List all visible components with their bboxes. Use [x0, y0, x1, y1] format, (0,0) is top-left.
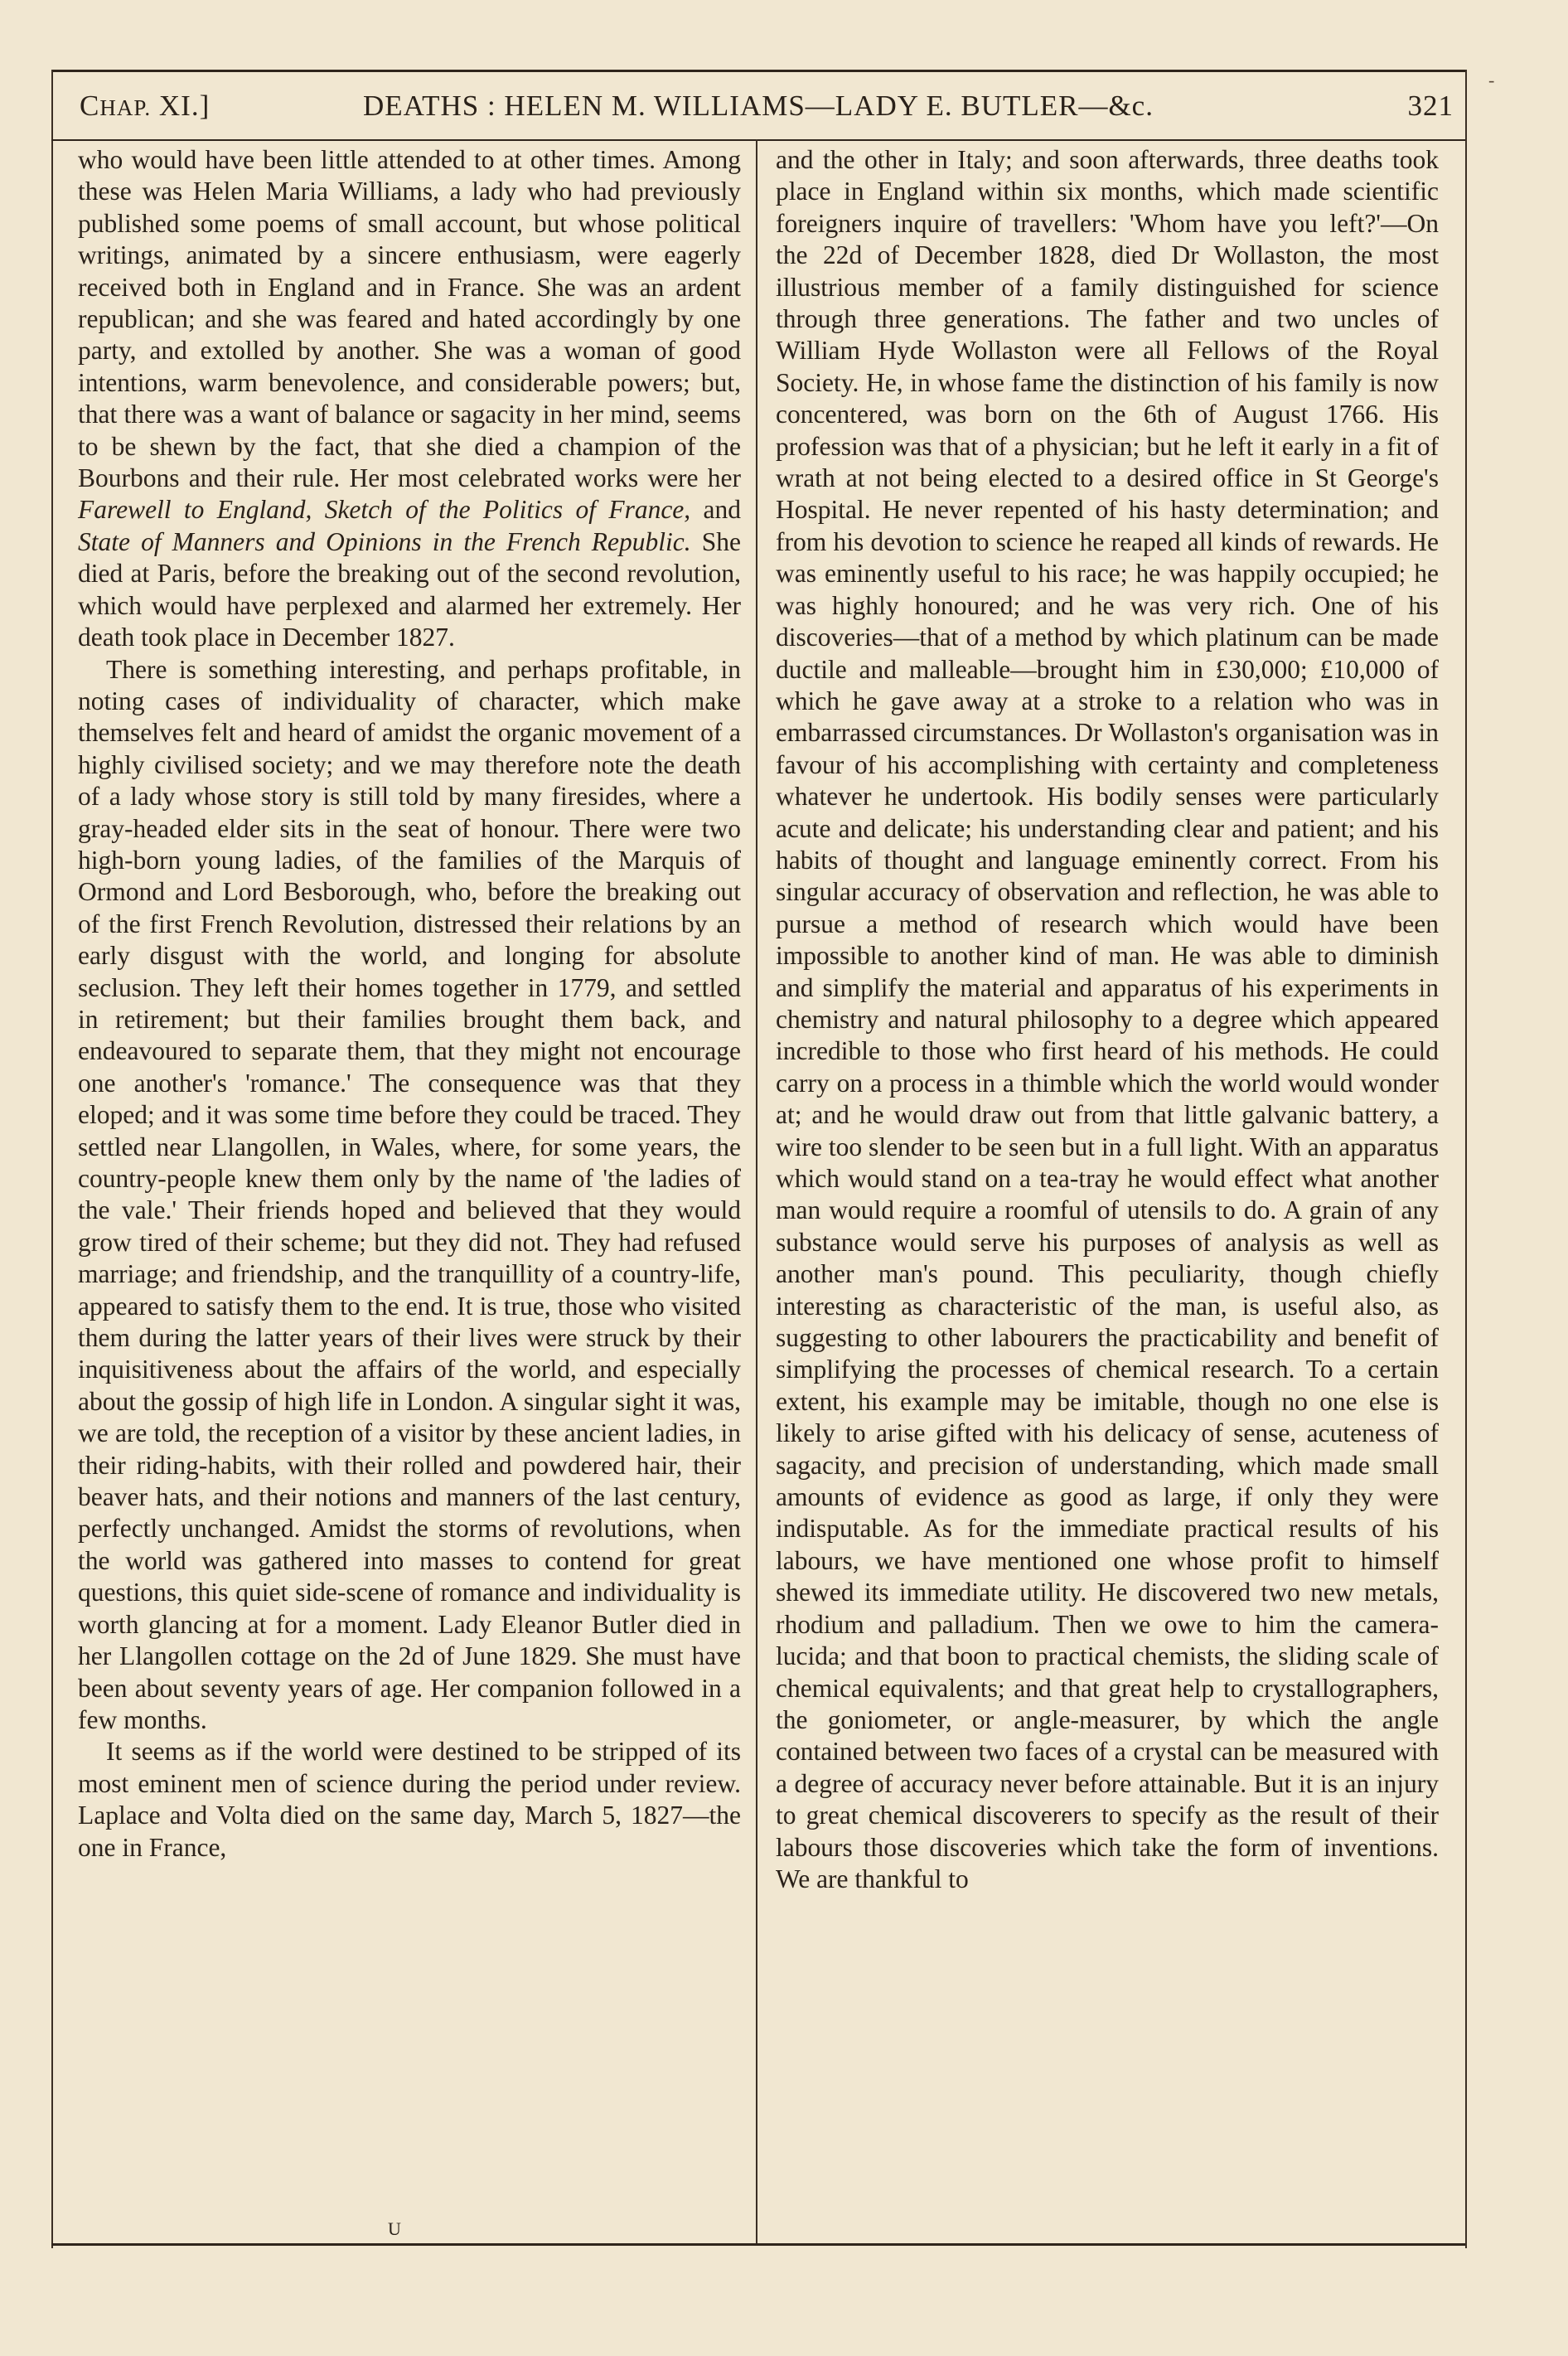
work-title: Farewell to England, — [78, 495, 312, 525]
paragraph-helen-williams: who would have been little attended to at other times. Among these was Helen Maria Williams, a lady who had previously published some poems of small account, but whose political writings, animated by a sincere enthusiasm, were eagerly received both in England and in France. She was an ardent republican; and she was feared and hated accordingly by one party, and extolled by another. She was a woman of good intentions, warm benevolence, and considerable powers; but, that there was a want of balance or sagacity in her mind, seems to be shewn by the fact, that she died a champion of the Bourbons and their rule. Her most celebrated works were her Farewell to England, Sketch of the Politics of France, and State of Manners and Opinions in the French Republic. She died at Paris, before the breaking out of the second revolution, which would have perplexed and alarmed her extremely. Her death took place in December 1827. — [78, 145, 741, 652]
work-title: State of Manners and Opinions in the French Republic. — [78, 526, 691, 556]
column-divider — [756, 139, 757, 2243]
left-column — [78, 144, 741, 1864]
header-rule — [51, 139, 1465, 141]
work-title: Sketch of the Politics of France, — [324, 495, 691, 525]
page-number: 321 — [1407, 90, 1454, 122]
signature-mark: U — [388, 2218, 403, 2239]
paragraph-science-deaths: It seems as if the world were destined to be stripped of its most eminent men of science during the period under review. Laplace and Volta died on the same day, March 5, 1827—the one in France, — [78, 1737, 741, 1862]
running-header — [51, 80, 1465, 134]
paragraph-ladies-of-llangollen: There is something interesting, and perhaps profitable, in noting cases of individuality of character, which make themselves felt and heard of amidst the organic movement of a highly civilised society; and we may therefore note the death of a lady whose story is still told by many firesides, where a gray-headed elder sits in the seat of honour. There were two high-born young ladies, of the families of the Marquis of Ormond and Lord Besborough, who, before the breaking out of the first French Revolution, distressed their relations by an early disgust with the world, and longing for absolute seclusion. They left their homes together in 1779, and settled in retirement; but their families brought them back, and endeavoured to separate them, that they might not encourage one another's 'romance.' The consequence was that they eloped; and it was some time before they could be traced. They settled near Llangollen, in Wales, where, for some years, the country-people knew them only by the name of 'the ladies of the vale.' Their friends hoped and believed that they would grow tired of their scheme; but they did not. They had refused marriage; and friendship, and the tranquillity of a country-life, appeared to satisfy them to the end. It is true, those who visited them during the latter years of their lives were struck by their inquisitiveness about the affairs of the world, and especially about the gossip of high life in London. A singular sight it was, we are told, the reception of a visitor by these ancient ladies, in their riding-habits, with their rolled and powdered hair, their beaver hats, and their notions and manners of the last century, perfectly unchanged. Amidst the storms of revolutions, when the world was gathered into masses to contend for great questions, this quiet side-scene of romance and individuality is worth glancing at for a moment. Lady Eleanor Butler died in her Llangollen cottage on the 2d of June 1829. She must have been about seventy years of age. Her companion followed in a few months. — [78, 654, 741, 1734]
bottom-rule — [51, 2243, 1465, 2246]
paragraph-wollaston: and the other in Italy; and soon afterwards, three deaths took place in England within six months, which made scientific foreigners inquire of travellers: 'Whom have you left?'—On the 22d of December 1828, died Dr Wollaston, the most illustrious member of a family distinguished for science through three generations. The father and two uncles of William Hyde Wollaston were all Fellows of the Royal Society. He, in whose fame the distinction of his family is now concentered, was born on the 6th of August 1766. His profession was that of a physician; but he left it early in a fit of wrath at not being elected to a desired office in St George's Hospital. He never repented of his hasty determination; and from his devotion to science he reaped all kinds of rewards. He was eminently useful to his race; he was happily occupied; he was highly honoured; and he was very rich. One of his discoveries—that of a method by which platinum can be made ductile and malleable—brought him in £30,000; £10,000 of which he gave away at a stroke to a relation who was in embarrassed circumstances. Dr Wollaston's organisation was in favour of his accomplishing with certainty and completeness whatever he undertook. His bodily senses were particularly acute and delicate; his understanding clear and patient; and his habits of thought and language eminently correct. From his singular accuracy of observation and reflection, he was able to pursue a method of research which would have been impossible to another kind of man. He was able to diminish and simplify the material and apparatus of his experiments in chemistry and natural philosophy to a degree which appeared incredible to those who first heard of his methods. He could carry on a process in a thimble which the world would wonder at; and he would draw out from that little galvanic battery, a wire too slender to be seen but in a full light. With an apparatus which would stand on a tea-tray he would effect what another man would require a roomful of utensils to do. A grain of any substance would serve his purposes of analysis as well as another man's pound. This peculiarity, though chiefly interesting as characteristic of the man, is useful also, as suggesting to other labourers the practicability and benefit of simplifying the processes of chemical research. To a certain extent, his example may be imitable, though no one else is likely to arise gifted with his delicacy of sense, acuteness of sagacity, and precision of understanding, which made small amounts of evidence as good as large, if only they were indisputable. As for the immediate practical results of his labours, we have mentioned one whose profit to himself shewed its immediate utility. He discovered two new metals, rhodium and palladium. Then we owe to him the camera-lucida; and that boon to practical chemists, the sliding scale of chemical equivalents; and that great help to crystallographers, the goniometer, or angle-measurer, by which the angle contained between two faces of a crystal can be measured with a degree of accuracy never before attainable. But it is an injury to great chemical discoverers to specify as the result of their labours those discoveries which take the form of inventions. We are thankful to — [776, 145, 1439, 1893]
edge-mark: ‐ — [1488, 70, 1495, 90]
chapter-label: CHAP. XI.] — [80, 90, 211, 122]
running-title: DEATHS : HELEN M. WILLIAMS—LADY E. BUTLER—&c. — [363, 90, 1154, 122]
right-column — [776, 144, 1439, 1895]
